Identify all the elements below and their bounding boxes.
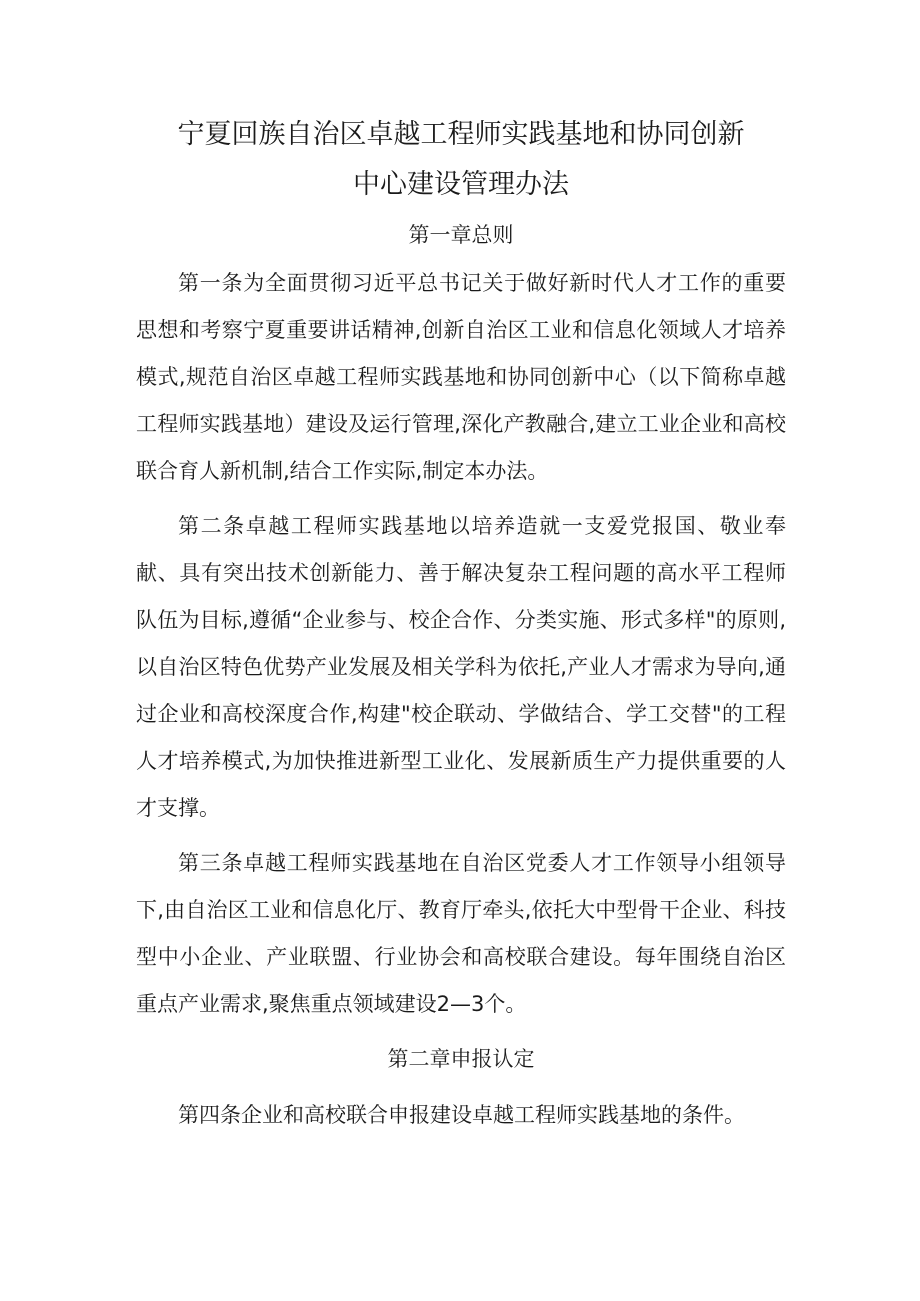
article-1-paragraph: 第一条为全面贯彻习近平总书记关于做好新时代人才工作的重要思想和考察宁夏重要讲话精神,创新自治区工业和信息化领域人才培养模式,规范自治区卓越工程师实践基地和协同创新中心（以下简称卓越工程师实践基地）建设及运行管理,深化产教融合,建立工业企业和高校联合育人新机制,结合工作实际,制定本办法。 [136, 271, 786, 483]
article-2-paragraph: 第二条卓越工程师实践基地以培养造就一支爱党报国、敬业奉献、具有突出技术创新能力、善于解决复杂工程问题的高水平工程师队伍为目标,遵循“企业参与、校企合作、分类实施、形式多样"的原则,以自治区特色优势产业发展及相关学科为依托,产业人才需求为导向,通过企业和高校深度合作,构建"校企联动、学做结合、学工交替"的工程人才培养模式,为加快推进新型工业化、发展新质生产力提供重要的人才支撑。 [136, 514, 786, 820]
document-page [136, 110, 786, 1139]
document-title-line-1: 宁夏回族自治区卓越工程师实践基地和协同创新 [177, 119, 745, 150]
document-title [136, 110, 786, 210]
article-4-paragraph: 第四条企业和高校联合申报建设卓越工程师实践基地的条件。 [178, 1103, 745, 1127]
chapter-1-heading: 第一章总则 [408, 223, 514, 247]
article-3-paragraph: 第三条卓越工程师实践基地在自治区党委人才工作领导小组领导下,由自治区工业和信息化厅、教育厅牵头,依托大中型骨干企业、科技型中小企业、产业联盟、行业协会和高校联合建设。每年围绕自治区重点产业需求,聚焦重点领域建设2—3个。 [136, 851, 786, 1016]
chapter-2-heading: 第二章申报认定 [387, 1047, 535, 1071]
document-title-line-2: 中心建设管理办法 [353, 169, 569, 200]
